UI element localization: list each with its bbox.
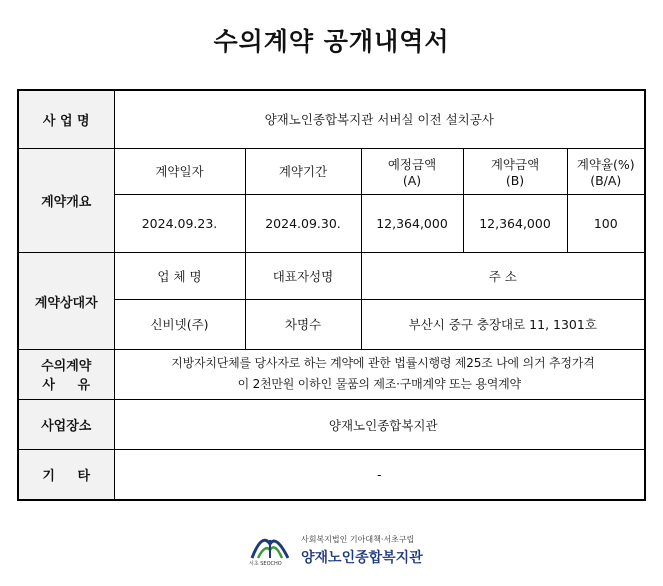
- value-contract-amount: 12,364,000: [463, 195, 567, 253]
- label-other: 기 타: [18, 450, 114, 500]
- label-reason: [18, 349, 114, 399]
- row-reason: [18, 349, 645, 399]
- value-company: 신비넷(주): [114, 299, 245, 349]
- label-project-name: 사 업 명: [18, 90, 114, 148]
- reason-line-1: 지방자치단체를 당사자로 하는 계약에 관한 법률시행령 제25조 나에 의거 추정가격: [163, 356, 595, 371]
- row-location: [18, 399, 645, 449]
- header-est-amount: [361, 148, 463, 194]
- header-company: 업 체 명: [114, 253, 245, 299]
- header-rate-line1: 계약율(%): [576, 156, 635, 172]
- header-rate-line2: (B/A): [590, 172, 622, 188]
- project-name-value: 양재노인종합복지관 서버실 이전 설치공사: [114, 90, 645, 148]
- document-title: 수의계약 공개내역서: [213, 27, 450, 56]
- logo-caption: 서초 SEOCHO: [249, 561, 282, 567]
- location-value: 양재노인종합복지관: [114, 399, 645, 449]
- contract-table: [17, 89, 646, 501]
- header-contract-amount-line2: (B): [505, 172, 525, 188]
- other-value: -: [114, 450, 645, 500]
- footer-logo-block: [248, 530, 428, 570]
- header-representative: 대표자성명: [245, 253, 361, 299]
- header-est-amount-line2: (A): [402, 172, 422, 188]
- value-address: 부산시 중구 충장대로 11, 1301호: [361, 299, 645, 349]
- row-counterparty-headers: [18, 253, 645, 299]
- header-address: 주 소: [361, 253, 645, 299]
- label-reason-line1: 수의계약: [41, 359, 92, 375]
- row-summary-headers: [18, 148, 645, 194]
- value-rate: 100: [567, 195, 645, 253]
- seocho-logo-icon: [248, 530, 292, 562]
- footer-org-subtitle: 사회복지법인 기아대책·서초구립: [301, 535, 415, 544]
- header-rate: [567, 148, 645, 194]
- label-contract-summary: 계약개요: [18, 148, 114, 253]
- header-est-amount-line1: 예정금액: [387, 156, 437, 172]
- reason-line-2: 이 2천만원 이하인 물품의 제조·구매계약 또는 용역계약: [237, 377, 521, 392]
- value-contract-period: 2024.09.30.: [245, 195, 361, 253]
- row-project-name: [18, 90, 645, 148]
- value-est-amount: 12,364,000: [361, 195, 463, 253]
- label-counterparty: 계약상대자: [18, 253, 114, 349]
- header-contract-amount: [463, 148, 567, 194]
- row-other: [18, 450, 645, 500]
- header-contract-date: 계약일자: [114, 148, 245, 194]
- value-representative: 차명수: [245, 299, 361, 349]
- label-reason-line2: 사 유: [42, 378, 91, 394]
- reason-text: [114, 349, 645, 399]
- header-contract-amount-line1: 계약금액: [490, 156, 540, 172]
- footer-org-name: 양재노인종합복지관: [301, 550, 423, 566]
- header-contract-period: 계약기간: [245, 148, 361, 194]
- value-contract-date: 2024.09.23.: [114, 195, 245, 253]
- label-location: 사업장소: [18, 399, 114, 449]
